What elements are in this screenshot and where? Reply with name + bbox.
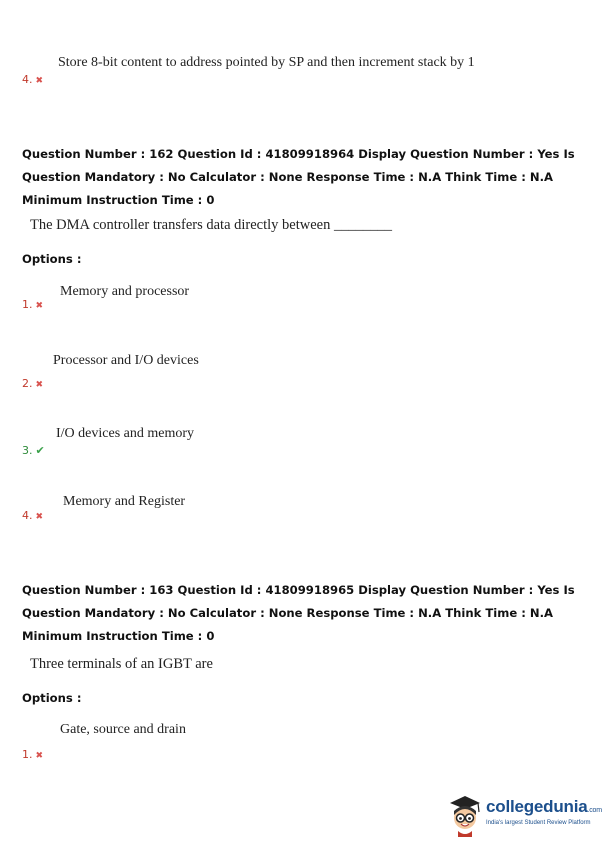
option-number: 3. ✔ — [22, 444, 45, 457]
logo-wordmark: collegedunia.com — [486, 797, 602, 816]
option-number: 4. ✖ — [22, 509, 44, 522]
collegedunia-logo — [446, 793, 602, 837]
option-number: 4. ✖ — [22, 73, 44, 86]
question-text: The DMA controller transfers data directly between ________ — [30, 217, 392, 233]
check-icon: ✔ — [35, 444, 45, 457]
question-meta: Question Number : 162 Question Id : 41809918964 Display Question Number : Yes Is Question Mandatory : No Calculator : None Response Time : N.A Think Time : N.A Minimum Instruction Time : 0 — [22, 147, 575, 207]
option-number: 1. ✖ — [22, 298, 44, 311]
option-text: I/O devices and memory — [56, 426, 195, 441]
question-text: Three terminals of an IGBT are — [30, 656, 213, 672]
mascot-icon — [446, 793, 484, 837]
cross-icon: ✖ — [35, 301, 44, 311]
cross-icon: ✖ — [35, 76, 44, 86]
options-label: Options : — [22, 691, 82, 705]
cross-icon: ✖ — [35, 751, 44, 761]
cross-icon: ✖ — [35, 380, 44, 390]
option-text: Memory and processor — [60, 284, 190, 299]
option-text: Memory and Register — [63, 494, 186, 509]
option-text: Gate, source and drain — [60, 722, 186, 737]
logo-tagline: India's largest Student Review Platform — [486, 820, 591, 826]
option-number: 2. ✖ — [22, 377, 44, 390]
option-text: Store 8-bit content to address pointed by SP and then increment stack by 1 — [58, 55, 475, 70]
option-number: 1. ✖ — [22, 748, 44, 761]
option-text: Processor and I/O devices — [53, 353, 199, 368]
question-meta: Question Number : 163 Question Id : 41809918965 Display Question Number : Yes Is Question Mandatory : No Calculator : None Response Time : N.A Think Time : N.A Minimum Instruction Time : 0 — [22, 583, 575, 643]
options-label: Options : — [22, 252, 82, 266]
cross-icon: ✖ — [35, 512, 44, 522]
